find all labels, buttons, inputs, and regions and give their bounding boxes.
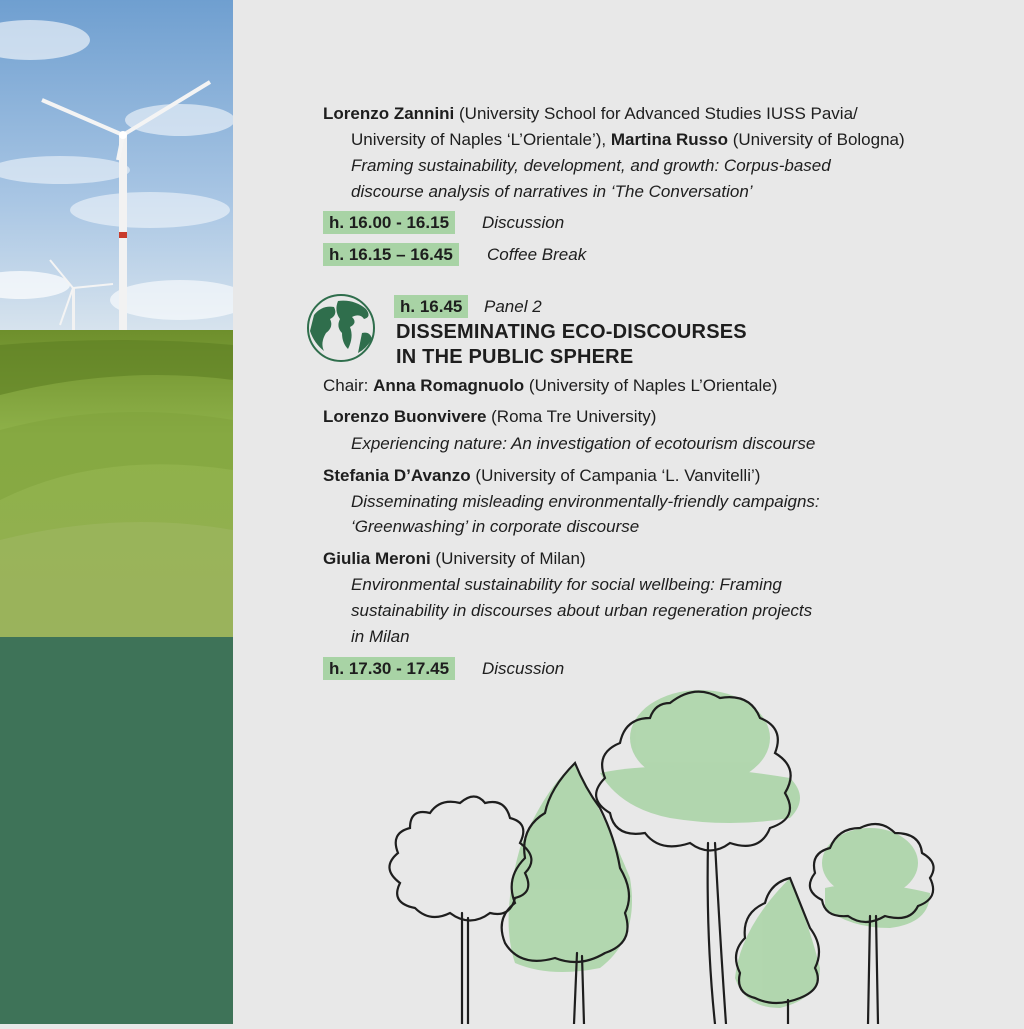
trees-illustration [370, 678, 950, 1024]
talk-speakers-line2 [351, 129, 905, 151]
globe-icon [304, 293, 380, 363]
panel-title-line: DISSEMINATING ECO-DISCOURSES [396, 321, 747, 343]
speaker-name: Martina Russo [610, 130, 728, 149]
chair-name: Anna Romagnuolo [373, 376, 525, 395]
talk-speaker-line [323, 406, 656, 428]
time-badge: h. 16.15 – 16.45 [323, 243, 459, 266]
talk-speakers-line1 [323, 103, 858, 125]
speaker-name: Stefania D’Avanzo [323, 466, 471, 485]
speaker-affiliation: (University of Campania ‘L. Vanvitelli’) [470, 466, 761, 485]
time-badge: h. 16.00 - 16.15 [323, 211, 455, 234]
talk-speaker-line [323, 465, 760, 487]
schedule-label: Coffee Break [487, 245, 587, 264]
speaker-affiliation: (Roma Tre University) [486, 407, 657, 426]
speaker-name: Giulia Meroni [323, 549, 431, 568]
chair-prefix: Chair: [323, 376, 374, 395]
talk-title-line: Environmental sustainability for social wellbeing: Framing [351, 575, 782, 594]
speaker-affiliation: University of Naples ‘L’Orientale’), [351, 130, 611, 149]
talk-title-line: Experiencing nature: An investigation of ecotourism discourse [351, 434, 816, 453]
speaker-affiliation: (University of Bologna) [727, 130, 905, 149]
schedule-label: Discussion [482, 213, 565, 232]
time-badge: h. 17.30 - 17.45 [323, 657, 455, 680]
time-badge: h. 16.45 [394, 295, 468, 318]
speaker-name: Lorenzo Zannini [323, 104, 455, 123]
talk-title-line: ‘Greenwashing’ in corporate discourse [351, 517, 640, 536]
talk-speaker-line [323, 548, 586, 570]
chair-line [323, 375, 777, 397]
talk-title-line: in Milan [351, 627, 410, 646]
talk-title-line: discourse analysis of narratives in ‘The Conversation’ [351, 182, 753, 201]
panel-title-line: IN THE PUBLIC SPHERE [396, 346, 634, 368]
schedule-label: Discussion [482, 659, 565, 678]
speaker-affiliation: (University School for Advanced Studies IUSS Pavia/ [454, 104, 858, 123]
talk-title-line: Framing sustainability, development, and growth: Corpus-based [351, 156, 831, 175]
chair-affiliation: (University of Naples L’Orientale) [524, 376, 778, 395]
panel-label: Panel 2 [484, 297, 542, 316]
speaker-name: Lorenzo Buonvivere [323, 407, 487, 426]
talk-title-line: sustainability in discourses about urban regeneration projects [351, 601, 813, 620]
speaker-affiliation: (University of Milan) [430, 549, 586, 568]
talk-title-line: Disseminating misleading environmentally-friendly campaigns: [351, 492, 820, 511]
